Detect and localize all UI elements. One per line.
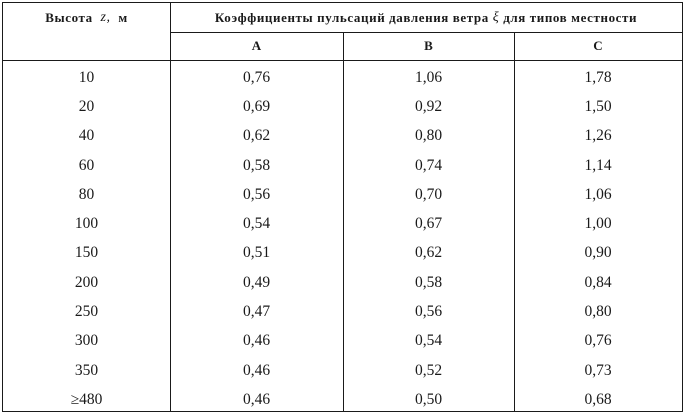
terrain-a-cell: 0,49 — [242, 273, 271, 291]
terrain-b-cell: 0,74 — [414, 156, 443, 174]
terrain-c-cell: 1,26 — [584, 127, 612, 145]
terrain-b-cell: 0,62 — [414, 244, 443, 262]
height-cell: 60 — [78, 156, 95, 174]
wind-pulsation-table — [2, 2, 683, 412]
terrain-a-cell: 0,58 — [242, 156, 271, 174]
terrain-c-cell: 1,06 — [584, 185, 612, 203]
height-cell: 150 — [74, 244, 99, 262]
terrain-a-cell: 0,46 — [242, 390, 271, 408]
terrain-c-cell: 0,73 — [584, 361, 612, 379]
height-cell: 20 — [78, 97, 95, 115]
terrain-a-cell: 0,46 — [242, 332, 271, 350]
terrain-b-cell: 0,54 — [414, 332, 443, 350]
coefficient-label-tail: для типов местности — [503, 9, 638, 25]
header-bottom-line — [3, 60, 682, 61]
height-cell: 350 — [74, 361, 99, 379]
terrain-a-cell: 0,56 — [242, 185, 271, 203]
terrain-b-cell: 0,80 — [414, 127, 443, 145]
terrain-b-cell: 1,06 — [414, 68, 443, 86]
terrain-c-cell: 0,84 — [584, 273, 612, 291]
height-cell: 100 — [74, 215, 99, 233]
height-unit: м — [118, 9, 128, 25]
terrain-b-cell: 0,52 — [414, 361, 443, 379]
height-column-header — [3, 3, 170, 32]
terrain-b-cell: 0,92 — [414, 97, 443, 115]
terrain-a-cell: 0,47 — [242, 303, 271, 321]
terrain-a-cell: 0,69 — [242, 97, 271, 115]
terrain-a-cell: 0,76 — [242, 68, 271, 86]
height-label-text: Высота — [45, 9, 93, 25]
coefficient-label-text: Коэффициенты пульсаций давления ветра — [214, 9, 489, 25]
terrain-c-cell: 0,90 — [584, 244, 612, 262]
terrain-b-cell: 0,67 — [414, 215, 443, 233]
terrain-b-header: B — [424, 38, 433, 53]
terrain-c-cell: 0,68 — [584, 390, 612, 408]
terrain-b-cell: 0,70 — [414, 185, 443, 203]
terrain-b-cell: 0,56 — [414, 303, 443, 321]
height-cell: 10 — [78, 68, 95, 86]
height-cell: ≥480 — [70, 390, 103, 408]
terrain-a-cell: 0,46 — [242, 361, 271, 379]
terrain-c-cell: 0,80 — [584, 303, 612, 321]
height-cell: 250 — [74, 303, 99, 321]
terrain-c-cell: 1,50 — [584, 97, 612, 115]
terrain-c-cell: 0,76 — [584, 332, 612, 350]
height-cell: 200 — [74, 273, 99, 291]
terrain-b-cell: 0,58 — [414, 273, 443, 291]
coefficient-group-header — [170, 3, 682, 32]
height-cell: 80 — [78, 185, 95, 203]
terrain-a-cell: 0,51 — [242, 244, 271, 262]
terrain-c-cell: 1,78 — [584, 68, 612, 86]
terrain-a-header: A — [251, 38, 262, 53]
terrain-a-cell: 0,54 — [242, 215, 271, 233]
coefficient-variable: ξ — [492, 9, 500, 25]
terrain-c-cell: 1,14 — [584, 156, 612, 174]
height-cell: 40 — [78, 127, 95, 145]
terrain-c-cell: 1,00 — [584, 215, 612, 233]
terrain-a-cell: 0,62 — [242, 127, 271, 145]
terrain-c-header: C — [593, 38, 603, 53]
terrain-b-cell: 0,50 — [414, 390, 443, 408]
height-variable: z, — [100, 9, 111, 25]
height-cell: 300 — [74, 332, 99, 350]
